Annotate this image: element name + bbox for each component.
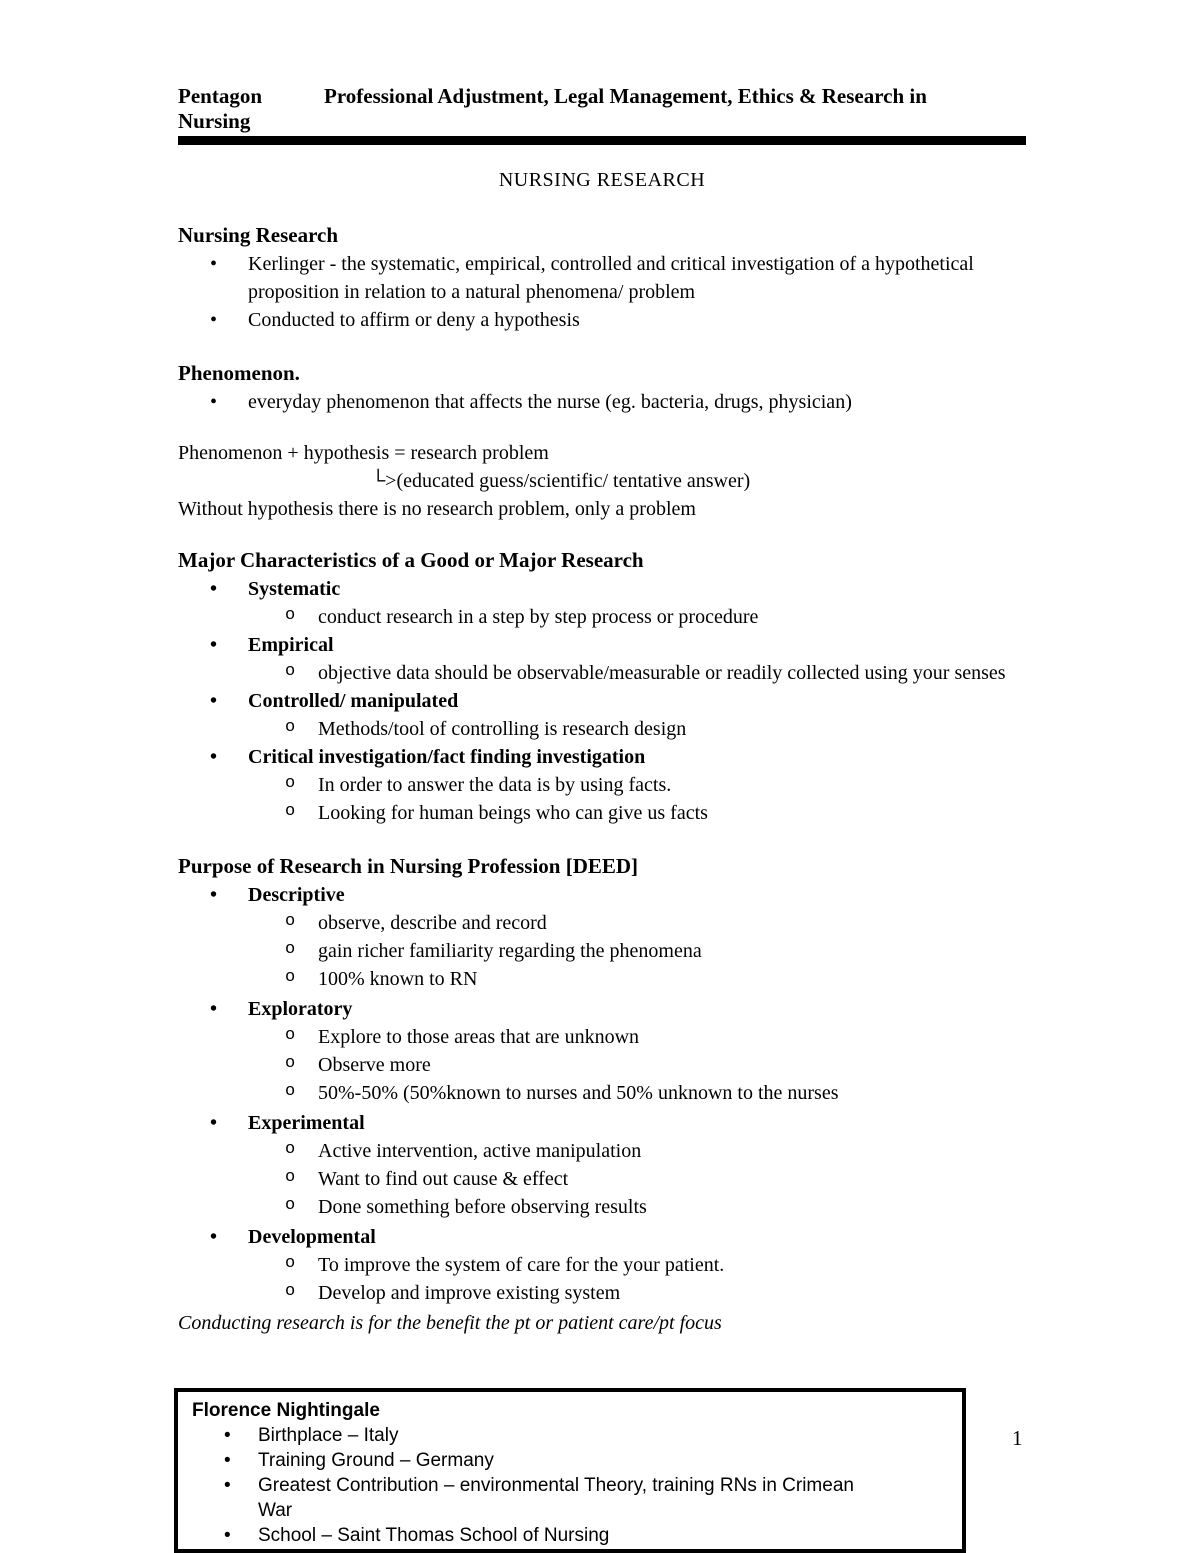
list-item-term: • Descriptive	[178, 881, 1026, 909]
formula-line2: └>(educated guess/scientific/ tentative answer)	[371, 470, 751, 492]
list-subitem: o Observe more	[178, 1051, 1026, 1079]
list-item: • Greatest Contribution – environmental Theory, training RNs in Crimean War	[192, 1473, 948, 1523]
list-item-term: • Exploratory	[178, 995, 1026, 1023]
header-rule	[178, 136, 1026, 145]
list-item: • everyday phenomenon that affects the nurse (eg. bacteria, drugs, physician)	[178, 388, 1026, 416]
list-subitem: o Active intervention, active manipulation	[178, 1137, 1026, 1165]
list-subitem: o Want to find out cause & effect	[178, 1165, 1026, 1193]
list-subitem: o Develop and improve existing system	[178, 1279, 1026, 1307]
header-subtitle-line2: Nursing	[178, 109, 251, 133]
list-item: • School – Saint Thomas School of Nursing	[192, 1523, 948, 1548]
page-content	[178, 84, 1026, 1337]
header-course: Pentagon	[178, 84, 262, 108]
list-item-term: • Empirical	[178, 631, 1026, 659]
list-subitem: o 50%-50% (50%known to nurses and 50% unknown to the nurses	[178, 1079, 1026, 1107]
list-subitem: o To improve the system of care for the your patient.	[178, 1251, 1026, 1279]
list-item: • Conducted to affirm or deny a hypothesis	[178, 306, 1026, 334]
section-heading-purpose: Purpose of Research in Nursing Profession [DEED]	[178, 854, 639, 878]
list-item-term: • Experimental	[178, 1109, 1026, 1137]
list-item: • Kerlinger - the systematic, empirical, controlled and critical investigation of a hypothetical proposition in relation to a natural phenomena/ problem	[178, 250, 1026, 306]
nightingale-heading: Florence Nightingale	[192, 1400, 380, 1421]
running-header	[178, 84, 1026, 134]
list-item: • Training Ground – Germany	[192, 1448, 948, 1473]
list-subitem: o In order to answer the data is by using facts.	[178, 771, 1026, 799]
list-subitem: o observe, describe and record	[178, 909, 1026, 937]
document-title: NURSING RESEARCH	[498, 169, 706, 191]
list-subitem: o conduct research in a step by step process or procedure	[178, 603, 1026, 631]
list-subitem: o gain richer familiarity regarding the phenomena	[178, 937, 1026, 965]
purpose-note: Conducting research is for the benefit the pt or patient care/pt focus	[178, 1312, 722, 1334]
list-subitem: o Done something before observing results	[178, 1193, 1026, 1221]
list-item-term: • Systematic	[178, 575, 1026, 603]
header-subtitle-line1: Professional Adjustment, Legal Management, Ethics & Research in	[324, 84, 927, 108]
list-item-term: • Controlled/ manipulated	[178, 687, 1026, 715]
section-heading-major-characteristics: Major Characteristics of a Good or Major Research	[178, 548, 644, 572]
formula-line3: Without hypothesis there is no research problem, only a problem	[178, 498, 696, 520]
list-subitem: o Looking for human beings who can give us facts	[178, 799, 1026, 827]
formula-line1: Phenomenon + hypothesis = research problem	[178, 442, 549, 464]
section-heading-nursing-research: Nursing Research	[178, 223, 339, 247]
list-subitem: o 100% known to RN	[178, 965, 1026, 993]
list-item-term: • Developmental	[178, 1223, 1026, 1251]
section-heading-phenomenon: Phenomenon.	[178, 361, 300, 385]
page-number: 1	[1012, 1426, 1023, 1450]
nightingale-box	[174, 1388, 966, 1553]
list-item: • Birthplace – Italy	[192, 1423, 948, 1448]
list-subitem: o Explore to those areas that are unknown	[178, 1023, 1026, 1051]
list-subitem: o Methods/tool of controlling is research design	[178, 715, 1026, 743]
list-item-term: • Critical investigation/fact finding investigation	[178, 743, 1026, 771]
list-subitem: o objective data should be observable/measurable or readily collected using your senses	[178, 659, 1026, 687]
